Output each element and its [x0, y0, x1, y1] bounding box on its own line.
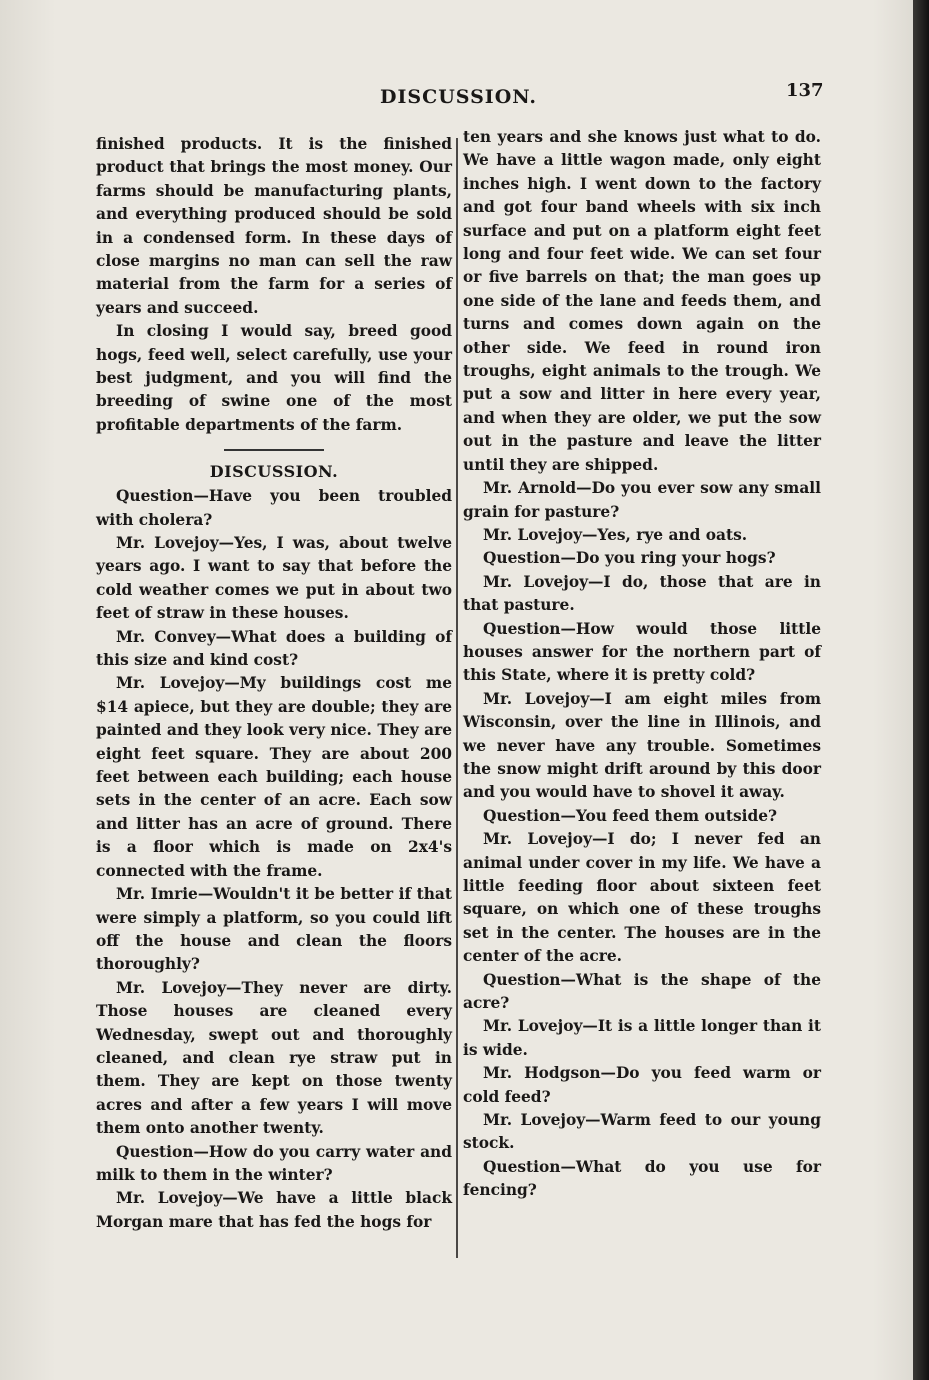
exchange: Mr. Lovejoy—Yes, I was, about twelve years ago. I want to say that before the cold weather comes we put in about two feet of straw in these houses.: [96, 534, 452, 623]
exchange: Mr. Lovejoy—We have a little black Morgan mare that has fed the hogs for: [96, 1189, 452, 1231]
exchange: Question—How do you carry water and milk to them in the winter?: [96, 1142, 452, 1184]
exchange: Mr. Lovejoy—They never are dirty. Those houses are cleaned every Wednesday, swept out and thoroughly cleaned, and clean rye straw put in them. They are kept on those twenty acres and after a few years I will move them onto another twenty.: [96, 978, 452, 1138]
exchange: Mr. Lovejoy—Warm feed to our young stock.: [463, 1111, 821, 1153]
exchange: Mr. Arnold—Do you ever sow any small grain for pasture?: [463, 479, 821, 521]
exchange: Mr. Lovejoy—I do; I never fed an animal under cover in my life. We have a little feeding floor about sixteen feet square, on which one of these troughs set in the center. The houses are in the center of the acre.: [463, 830, 821, 966]
exchange: Mr. Convey—What does a building of this size and kind cost?: [96, 627, 452, 670]
paragraph: ten years and she knows just what to do. We have a little wagon made, only eight inches high. I went down to the factory and got four band wheels with six inch surface and put on a platform eight feet long and four feet wide. We can set four or five barrels on that; the man goes up one side of the lane and feeds them, and turns and comes down again on the other side. We feed in round iron troughs, eight animals to the trough. We put a sow and litter in here every year, and when they are older, we put the sow out in the pasture and leave the litter until they are shipped.: [463, 128, 821, 474]
page-edge-shadow: [913, 0, 929, 1380]
page-number: 137: [786, 80, 824, 101]
exchange: Question—How would those little houses answer for the northern part of this State, where it is pretty cold?: [463, 619, 821, 685]
paragraph: finished products. It is the finished product that brings the most money. Our farms should be manufacturing plants, and everything produced should be sold in a condensed form. In these days of close margins no man can sell the raw material from the farm for a series of years and succeed.: [96, 135, 452, 317]
exchange: Mr. Hodgson—Do you feed warm or cold feed?: [463, 1064, 821, 1106]
exchange: Mr. Lovejoy—Yes, rye and oats.: [483, 525, 748, 544]
section-rule: [224, 449, 324, 451]
right-column: [463, 126, 821, 1203]
exchange: Question—What is the shape of the acre?: [463, 970, 821, 1013]
exchange: Mr. Imrie—Wouldn't it be better if that were simply a platform, so you could lift off the house and clean the floors thoroughly?: [96, 885, 452, 974]
exchange: Mr. Lovejoy—I am eight miles from Wisconsin, over the line in Illinois, and we never have any trouble. Sometimes the snow might drift around by this door and you would have to shovel it away.: [463, 689, 821, 802]
exchange: Question—Do you ring your hogs?: [483, 549, 776, 568]
running-head: DISCUSSION.: [380, 86, 538, 108]
exchange: Question—What do you use for fencing?: [463, 1157, 821, 1200]
column-divider: [456, 138, 458, 1258]
exchange: Mr. Lovejoy—I do, those that are in that pasture.: [463, 572, 821, 615]
paragraph: In closing I would say, breed good hogs, feed well, select carefully, use your best judgment, and you will find the breeding of swine one of the most profitable departments of the farm.: [96, 322, 452, 434]
exchange: Mr. Lovejoy—My buildings cost me $14 apiece, but they are double; they are painted and they look very nice. They are eight feet square. They are about 200 feet between each building; each house sets in the center of an acre. Each sow and litter has an acre of ground. There is a floor which is made on 2x4's connected with the frame.: [96, 674, 452, 880]
exchange: Mr. Lovejoy—It is a little longer than it is wide.: [463, 1017, 821, 1059]
exchange: Question—Have you been troubled with cholera?: [96, 487, 452, 529]
exchange: Question—You feed them outside?: [483, 806, 778, 825]
left-column: [96, 133, 452, 1234]
section-heading: DISCUSSION.: [209, 461, 339, 481]
